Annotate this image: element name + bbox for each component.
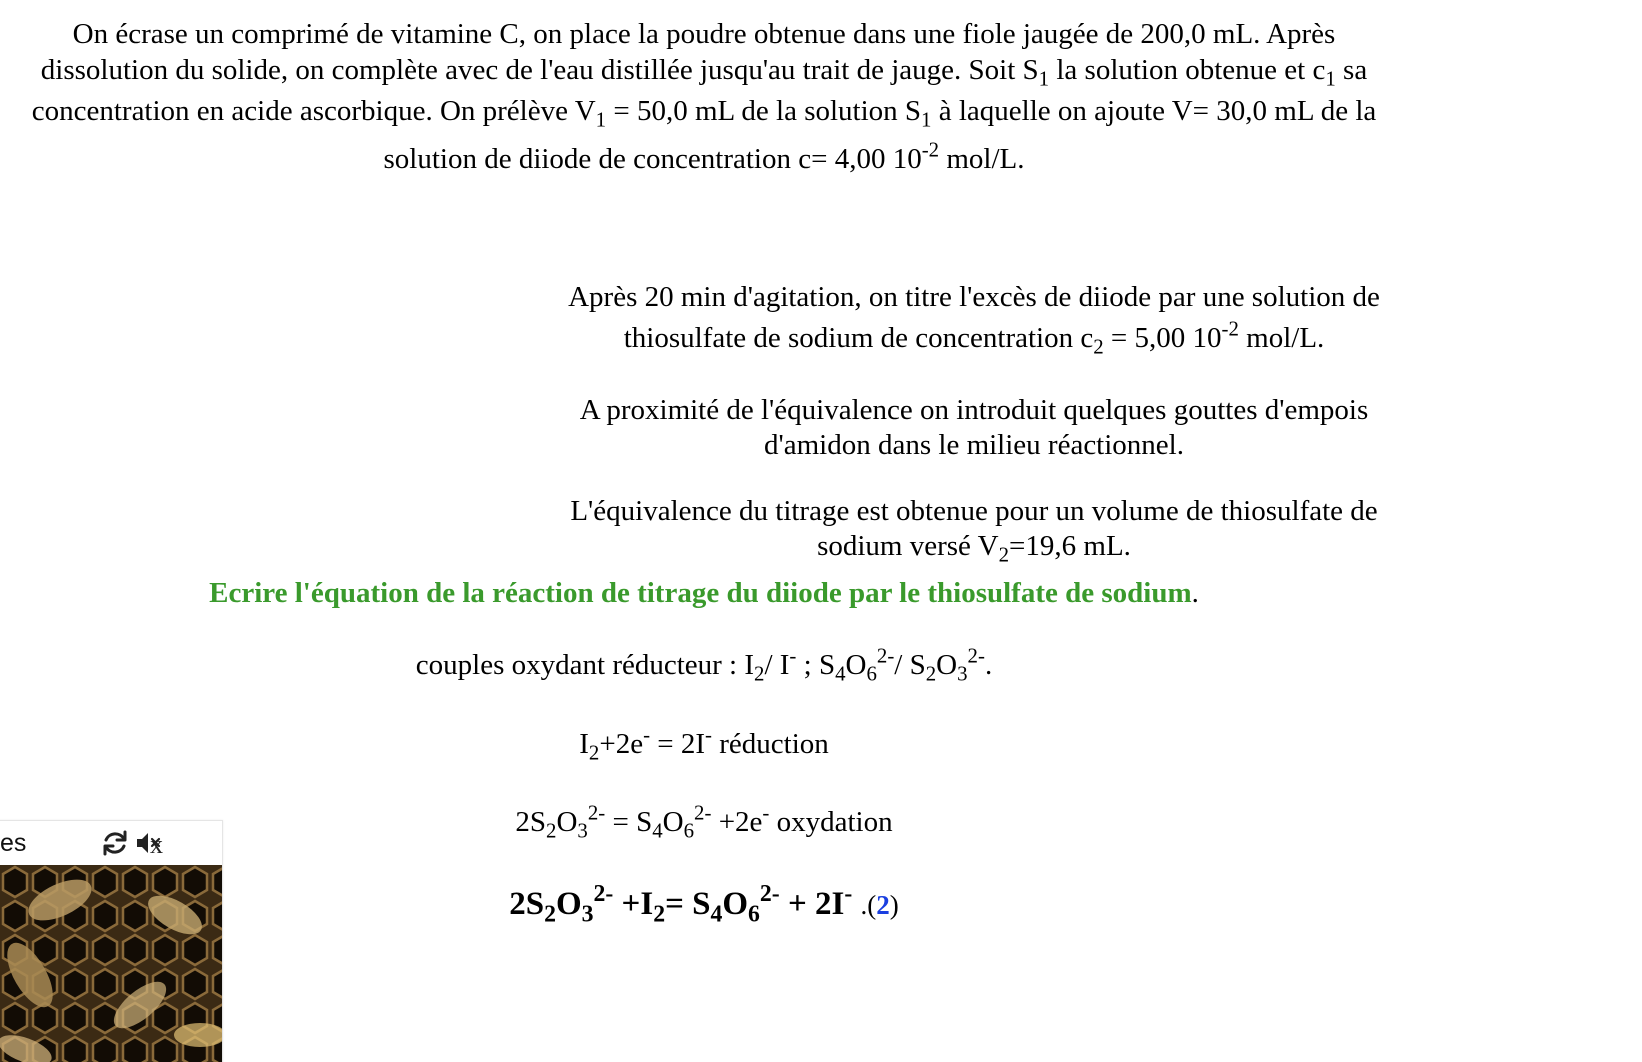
intro-line-4: solution de diiode de concentration c= 4,00 $10^{-2}$ mol/L. <box>383 137 1025 175</box>
step1-line-1: Après 20 min d'agitation, on titre l'excès de diiode par une solution de <box>568 281 1380 313</box>
step2-line-1: A proximité de l'équivalence on introduit quelques gouttes d'empois <box>579 394 1369 426</box>
close-icon[interactable]: x <box>150 830 163 859</box>
step1-line-2: thiosulfate de sodium de concentration $c_2 = 5,00$ $10^{-2}$ mol/L. <box>623 316 1325 359</box>
step3-line-1: L'équivalence du titrage est obtenue pour un volume de thiosulfate de <box>570 495 1378 527</box>
redox-couples: couples oxydant réducteur : $I_2/$ I- ; $S_4O_6^{2-}/$ $S_2O_3^{2-}$. <box>415 643 993 686</box>
video-widget-title: es <box>0 829 27 857</box>
video-widget-header <box>0 821 222 863</box>
titration-equation: $2S_2O_3^{2-} +I_2= S_4O_6^{2-} + 2I^-$ .(2) <box>509 880 899 928</box>
intro-line-1: On écrase un comprimé de vitamine C, on place la poudre obtenue dans une fiole jaugée de 200,0 mL. Après <box>72 18 1336 50</box>
half-equation-oxidation: $2S_2O_3^{2-} = S_4O_6^{2-} +2e^-$ oxydation <box>515 800 893 843</box>
refresh-icon[interactable] <box>100 828 130 866</box>
question-highlight: Ecrire l'équation de la réaction de titrage du diiode par le thiosulfate de sodium <box>209 577 1192 609</box>
intro-line-3: concentration en acide ascorbique. On prélève $V_1 = 50,0$ mL de la solution $S_1$ à laquelle on ajoute V= 30,0 mL de la <box>31 95 1377 132</box>
bees-video-thumbnail[interactable] <box>0 865 222 1062</box>
reference-link[interactable]: 2 <box>876 890 890 920</box>
intro-line-2: dissolution du solide, on complète avec de l'eau distillée jusqu'au trait de jauge. Soit $S_1$ la solution obtenue et $c_1$ sa <box>40 54 1368 91</box>
video-widget <box>0 820 223 1062</box>
step2-line-2: d'amidon dans le milieu réactionnel. <box>764 429 1184 461</box>
step3-line-2: sodium versé $V_2=19,6$ mL. <box>817 530 1131 567</box>
question-text: Ecrire l'équation de la réaction de titrage du diiode par le thiosulfate de sodium. <box>209 577 1199 609</box>
half-equation-reduction: $I_2+2e^- = 2I^-$ réduction <box>579 722 829 765</box>
